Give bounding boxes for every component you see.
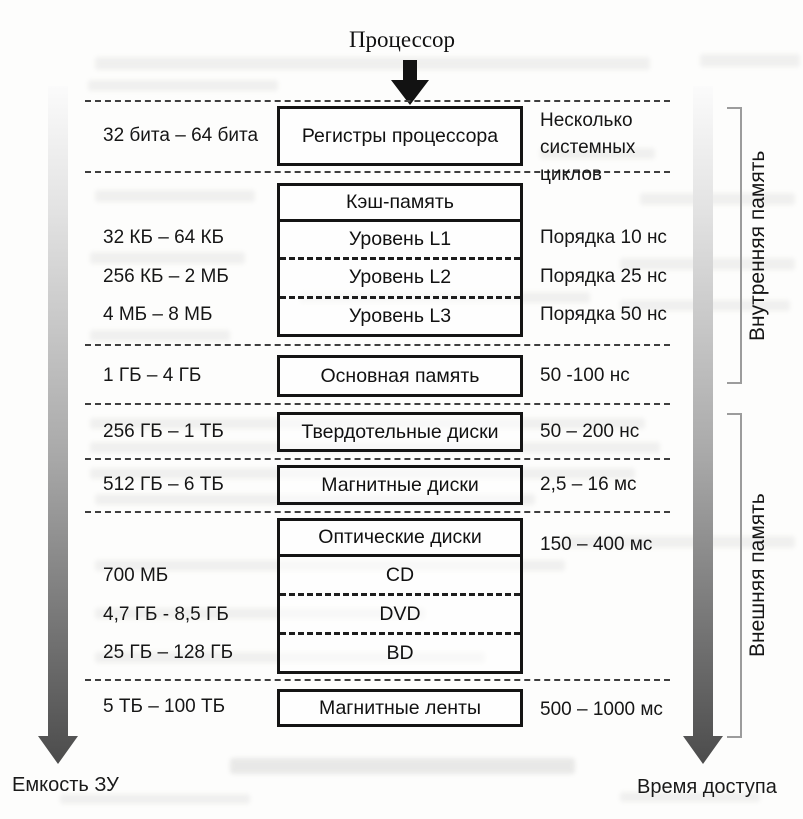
tape-box-label: Магнитные ленты <box>319 696 481 719</box>
internal-memory-bracket <box>727 107 742 384</box>
time-axis-label: Время доступа <box>637 776 777 798</box>
time-axis-arrow <box>683 84 723 768</box>
capacity-axis-arrow <box>38 84 78 768</box>
row-separator <box>85 511 670 513</box>
cache-level-l1: Уровень L1 <box>348 228 452 251</box>
bleed-through-texture <box>700 54 800 67</box>
bleed-through-texture <box>230 758 575 774</box>
capacity-label-cache-l2: 256 КБ – 2 МБ <box>103 266 229 287</box>
bleed-through-texture <box>95 190 255 202</box>
time-label-cache-l3: Порядка 50 нс <box>540 304 667 325</box>
registers-box-label: Регистры процессора <box>301 124 499 147</box>
time-label-tape: 500 – 1000 мс <box>540 699 663 720</box>
cache-level-l3: Уровень L3 <box>280 296 520 334</box>
capacity-label-ssd: 256 ГБ – 1 ТБ <box>103 421 224 442</box>
capacity-label-bd: 25 ГБ – 128 ГБ <box>103 642 234 663</box>
capacity-label-dvd: 4,7 ГБ - 8,5 ГБ <box>103 604 229 625</box>
bleed-through-texture <box>90 252 245 264</box>
time-label-main-memory: 50 -100 нс <box>540 365 630 386</box>
time-label-registers: Несколько системных циклов <box>540 110 636 185</box>
cache-level-l2: Уровень L2 <box>280 257 520 295</box>
bleed-through-texture <box>95 57 650 70</box>
registers-box <box>277 106 523 166</box>
time-label-cache-l1: Порядка 10 нс <box>540 227 667 248</box>
capacity-axis-label: Емкость ЗУ <box>12 774 119 796</box>
bleed-through-texture <box>90 330 230 341</box>
bleed-through-texture <box>88 80 278 91</box>
optical-disks-box <box>277 518 523 674</box>
row-separator <box>85 344 670 346</box>
row-separator <box>85 679 670 681</box>
diagram-title: Процессор <box>348 27 456 52</box>
tape-box <box>277 689 523 727</box>
time-label-hdd: 2,5 – 16 мс <box>540 474 637 495</box>
row-separator <box>85 403 670 405</box>
ssd-box-label: Твердотельные диски <box>301 420 499 443</box>
optical-level-cd: CD <box>385 563 415 586</box>
capacity-label-tape: 5 ТБ – 100 ТБ <box>103 696 226 717</box>
cache-box <box>277 183 523 337</box>
capacity-label-hdd: 512 ГБ – 6 ТБ <box>103 474 224 495</box>
capacity-label-main-memory: 1 ГБ – 4 ГБ <box>103 365 202 386</box>
time-label-optical: 150 – 400 мс <box>540 534 653 555</box>
time-label-cache-l2: Порядка 25 нс <box>540 266 667 287</box>
external-memory-label: Внешняя память <box>746 493 769 658</box>
row-separator <box>85 458 670 460</box>
optical-level-dvd: DVD <box>280 593 520 632</box>
main-memory-box-label: Основная память <box>320 364 480 387</box>
optical-box-header: Оптические диски <box>280 521 520 557</box>
hdd-box-label: Магнитные диски <box>321 473 479 496</box>
time-label-ssd: 50 – 200 нс <box>540 421 640 442</box>
capacity-label-cd: 700 МБ <box>103 565 169 586</box>
main-memory-box <box>277 355 523 397</box>
capacity-label-registers: 32 бита – 64 бита <box>103 125 259 146</box>
cache-box-header: Кэш-память <box>280 186 520 222</box>
capacity-label-cache-l1: 32 КБ – 64 КБ <box>103 227 225 248</box>
capacity-label-cache-l3: 4 МБ – 8 МБ <box>103 304 213 325</box>
hdd-box <box>277 465 523 505</box>
optical-level-bd: BD <box>280 632 520 671</box>
ssd-box <box>277 412 523 452</box>
row-separator <box>85 100 670 102</box>
internal-memory-label: Внутренняя память <box>746 150 769 341</box>
external-memory-bracket <box>727 413 742 738</box>
